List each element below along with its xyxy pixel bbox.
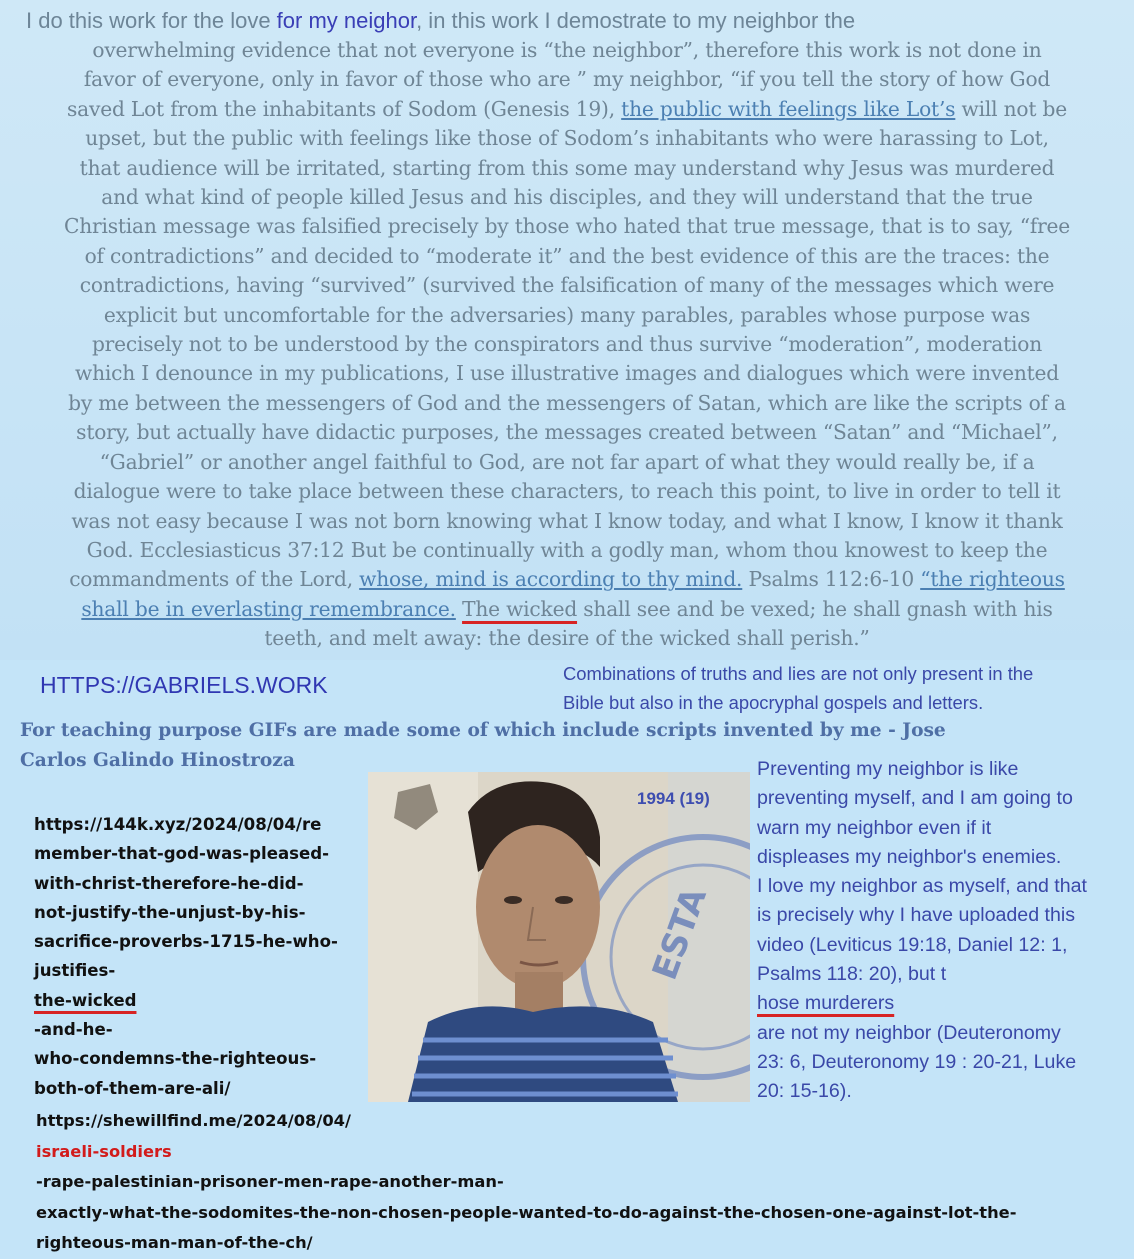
- scan-line: overwhelming evidence that not everyone is “the neighbor”, therefore this work is not done in: [92, 38, 1042, 62]
- statement-line: are not my neighbor (Deuteronomy: [757, 1021, 1061, 1044]
- striped-sweater: [408, 1006, 678, 1102]
- statement-line: I love my neighbor as myself, and that: [757, 875, 1087, 898]
- scan-line: [2, 595, 1132, 624]
- scan-line: contradictions, having “survived” (survived the falsification of many of the messages which were: [79, 273, 1055, 298]
- statement-line: is precisely why I have uploaded this: [757, 904, 1076, 927]
- heading-part-3: , in this work I demostrate to my neighbor the: [416, 8, 856, 33]
- url-line: member-that-god-was-pleased-: [34, 844, 330, 864]
- site-url[interactable]: HTTPS://GABRIELS.WORK: [40, 672, 328, 698]
- scan-line: Christian message was falsified precisely by those who hated that true message, that is to say, “free: [63, 214, 1071, 239]
- scan-line: explicit but uncomfortable for the adversaries) many parables, parables whose purpose was: [103, 302, 1031, 327]
- url-line: exactly-what-the-sodomites-the-non-chosen-people-wanted-to-do-against-the-chosen-one-against-lot-the-: [36, 1202, 1017, 1222]
- statement-line: displeases my neighbor's enemies.: [757, 845, 1062, 868]
- scan-line: was not easy because I was not born knowing what I know today, and what I know, I know it thank: [71, 508, 1063, 533]
- url-line: both-of-them-are-ali/: [34, 1078, 231, 1098]
- url-line: with-christ-therefore-he-did-: [34, 873, 304, 893]
- url-line: [34, 956, 364, 1044]
- scan-line: favor of everyone, only in favor of those who are ” my neighbor, “if you tell the story of how God: [83, 67, 1051, 92]
- scan-line: God. Ecclesiasticus 37:12 But be continually with a godly man, whom thou knowest to keep the: [86, 537, 1048, 562]
- statement-text: Psalms 118: 20), but t: [757, 963, 947, 986]
- scan-text: saved Lot from the inhabitants of Sodom (Genesis 19),: [67, 96, 622, 121]
- combinations-line: Combinations of truths and lies are not only present in the: [563, 663, 1034, 684]
- scan-text: will not be: [955, 96, 1067, 121]
- the-wicked-url-underlined: the-wicked: [34, 990, 137, 1010]
- url-line: [36, 1106, 1126, 1198]
- scan-text: commandments of the Lord,: [69, 567, 360, 592]
- stamp-text: ESTA: [644, 882, 715, 986]
- statement-line: warn my neighbor even if it: [757, 816, 992, 839]
- statement-line: 23: 6, Deuteronomy 19 : 20-21, Luke: [757, 1050, 1077, 1073]
- scan-line: that audience will be irritated, starting from this some may understand why Jesus was murdered: [79, 155, 1055, 180]
- scan-line: [2, 565, 1132, 594]
- left-url-link[interactable]: [34, 810, 364, 1103]
- url-text: -and-he-: [34, 1020, 113, 1040]
- scan-line: story, but actually have didactic purposes, the messages created between “Satan” and “Michael”,: [76, 420, 1058, 445]
- lot-feelings-link[interactable]: the public with feelings like Lot’s: [621, 96, 956, 121]
- scan-line: precisely not to be understood by the conspirators and thus survive “moderation”, moderation: [91, 332, 1043, 357]
- scan-line: “Gabriel” or another angel faithful to God, are not far apart of what they would really be, if a: [99, 449, 1035, 474]
- gif-note-line: Carlos Galindo Hinostroza: [20, 750, 295, 771]
- righteous-remembrance-link[interactable]: “the righteous: [920, 567, 1065, 592]
- portrait-illustration: [368, 772, 750, 1102]
- neighbor-statement: [757, 755, 1132, 1107]
- scan-line: and what kind of people killed Jesus and his disciples, and they will understand that the true: [101, 185, 1033, 210]
- url-line: https://144k.xyz/2024/08/04/re: [34, 815, 322, 834]
- mind-according-link[interactable]: whose, mind is according to thy mind.: [359, 567, 743, 592]
- scan-line: of contradictions” and decided to “moderate it” and the best evidence of this are the traces: the: [84, 243, 1050, 268]
- url-line: righteous-man-man-of-the-ch/: [36, 1233, 313, 1252]
- those-murderers-underlined: hose murderers: [757, 992, 895, 1015]
- heading-part-1: I do this work for the love: [26, 8, 277, 33]
- scan-text: Psalms 112:6-10: [742, 567, 921, 592]
- statement-line: 20: 15-16).: [757, 1080, 852, 1103]
- statement-line: [757, 960, 1132, 1019]
- url-text: https://shewillfind.me/2024/08/04/: [36, 1111, 351, 1130]
- statement-line: preventing myself, and I am going to: [757, 787, 1073, 810]
- url-line: not-justify-the-unjust-by-his-: [34, 902, 306, 922]
- statement-line: Preventing my neighbor is like: [757, 758, 1019, 780]
- scan-line: teeth, and melt away: the desire of the wicked shall perish.”: [264, 626, 870, 651]
- url-highlight: israeli-soldiers: [36, 1141, 172, 1161]
- scan-line: dialogue were to take place between these characters, to reach this point, to live in order to tell it: [73, 479, 1061, 504]
- combinations-line: Bible but also in the apocryphal gospels and letters.: [563, 691, 984, 713]
- url-text: justifies-: [34, 961, 116, 981]
- scan-line: upset, but the public with feelings like those of Sodom’s inhabitants who were harassing to Lot,: [85, 126, 1049, 151]
- scan-line: by me between the messengers of God and the messengers of Satan, which are like the scripts of a: [68, 390, 1066, 415]
- scan-text: shall see and be vexed; he shall gnash with his: [577, 596, 1053, 621]
- photo-year-caption: 1994 (19): [637, 789, 710, 808]
- portrait-photo: [368, 772, 750, 1102]
- url-line: sacrifice-proverbs-1715-he-who-: [34, 932, 338, 952]
- bottom-url-link[interactable]: [36, 1106, 1126, 1259]
- intro-heading: [26, 8, 1126, 34]
- scan-line: [2, 95, 1132, 124]
- the-wicked-underlined: The wicked: [462, 596, 578, 621]
- combinations-note: [563, 660, 1123, 717]
- url-text: -rape-palestinian-prisoner-men-rape-another-man-: [36, 1172, 504, 1191]
- scan-line: which I denounce in my publications, I use illustrative images and dialogues which were invented: [74, 361, 1060, 386]
- url-line: who-condemns-the-righteous-: [34, 1049, 317, 1069]
- righteous-remembrance-link-cont[interactable]: shall be in everlasting remembrance.: [81, 596, 456, 621]
- gif-note-line: For teaching purpose GIFs are made some of which include scripts invented by me - Jose: [20, 720, 946, 741]
- scanned-paragraph: [2, 36, 1132, 654]
- heading-neighbor-phrase: for my neighor: [276, 8, 417, 33]
- statement-line: video (Leviticus 19:18, Daniel 12: 1,: [757, 933, 1068, 956]
